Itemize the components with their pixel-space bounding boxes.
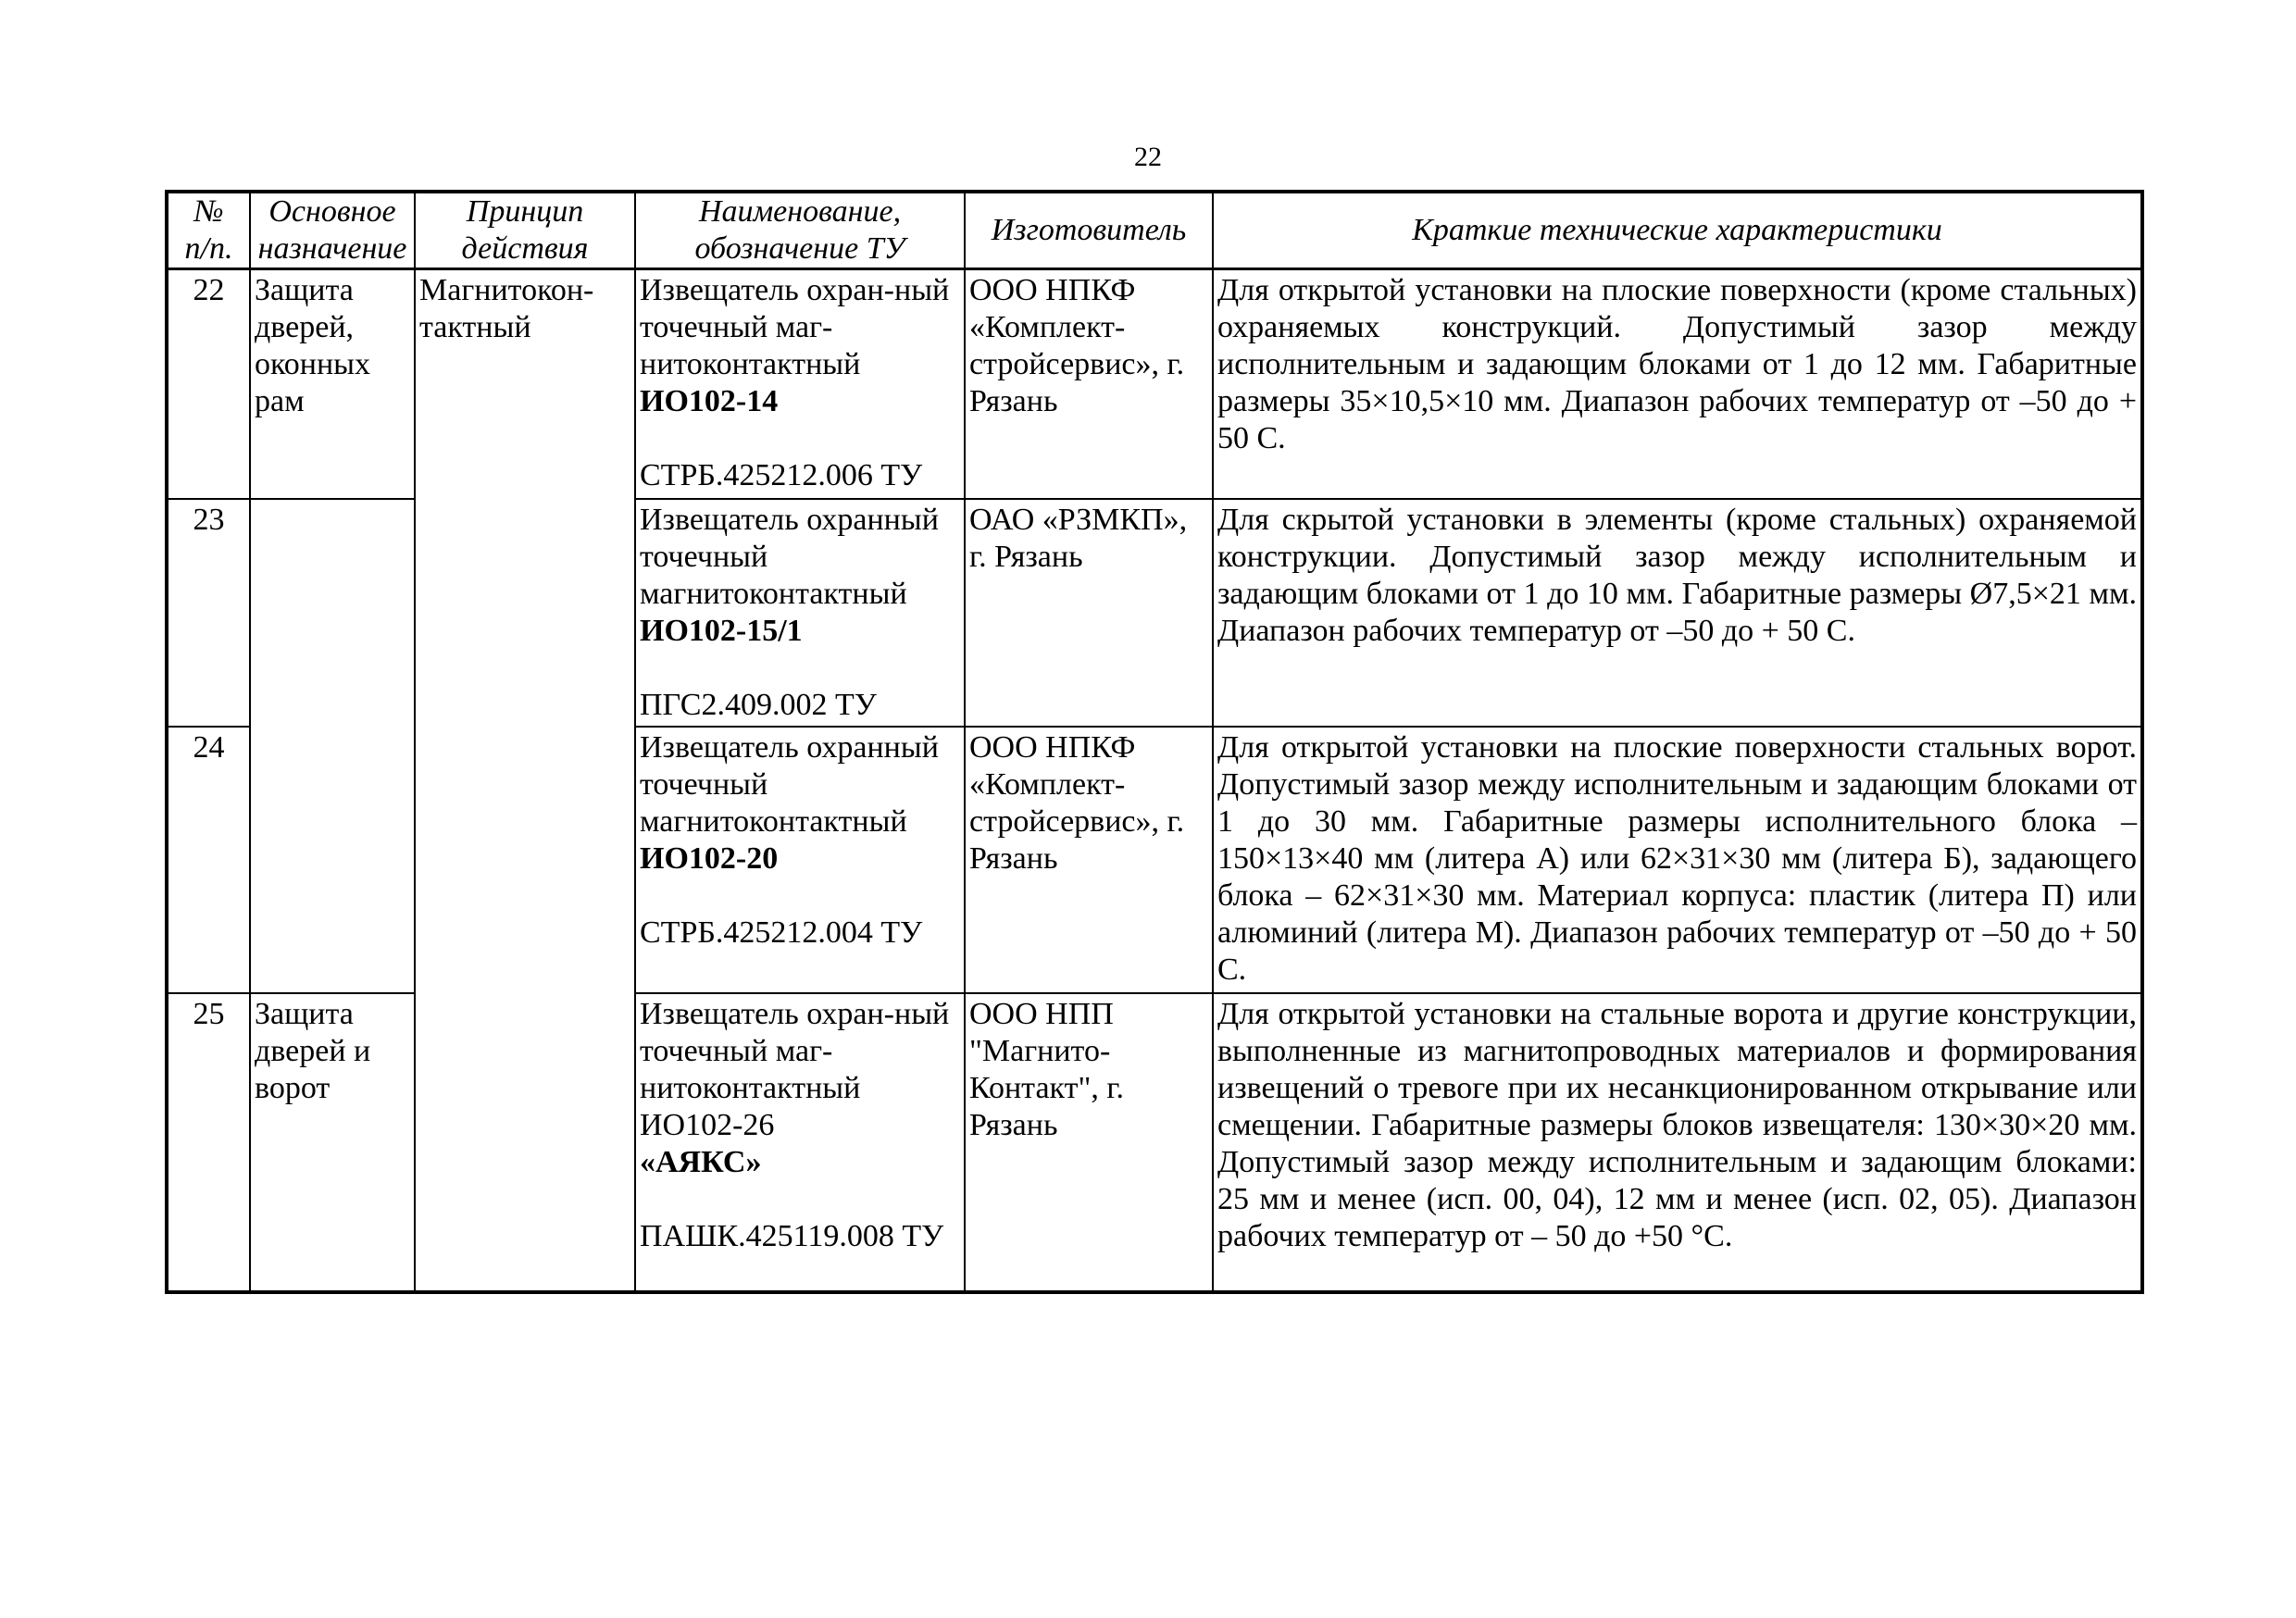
row-maker: ОАО «РЗМКП», г. Рязань xyxy=(965,499,1213,727)
detector-model: «АЯКС» xyxy=(640,1145,762,1179)
row-name xyxy=(635,993,965,1292)
detector-name: Извещатель охран-ный точечный маг-нитоконтактный xyxy=(640,273,950,381)
row-name xyxy=(635,727,965,993)
table-header-row xyxy=(167,192,2142,269)
detector-name: Извещатель охран-ный точечный маг-нитоконтактный ИО102-26 xyxy=(640,997,950,1142)
header-name-line2: обозначение ТУ xyxy=(694,231,905,266)
header-maker: Изготовитель xyxy=(965,192,1213,269)
tech-spec-code: ПАШК.425119.008 ТУ xyxy=(640,1219,944,1253)
row-number: 22 xyxy=(167,269,250,500)
row-purpose-empty xyxy=(250,499,415,993)
detector-model: ИО102-15/1 xyxy=(640,614,803,648)
header-principle-line1: Принцип xyxy=(466,194,584,229)
header-num xyxy=(167,192,250,269)
row-principle: Магнитокон-тактный xyxy=(415,269,635,1293)
row-characteristics: Для скрытой установки в элементы (кроме стальных) охраняемой конструкции. Допустимый зазор между исполнительным и задающим блоками от 1 до 10 мм. Габаритные размеры Ø7,5×21 мм. Диапазон рабочих температур от –50 до + 50 С. xyxy=(1213,499,2142,727)
header-num-line2: п/п. xyxy=(184,231,233,266)
header-name xyxy=(635,192,965,269)
header-purpose xyxy=(250,192,415,269)
row-purpose: Защита дверей и ворот xyxy=(250,993,415,1292)
detector-name: Извещатель охранный точечный магнитоконтактный xyxy=(640,730,939,839)
header-principle xyxy=(415,192,635,269)
table-row xyxy=(167,269,2142,500)
row-characteristics: Для открытой установки на плоские поверхности стальных ворот. Допустимый зазор между исполнительным и задающим блоками от 1 до 30 мм. Габаритные размеры исполнительного блока – 150×13×40 мм (литера А) или 62×31×30 мм (литера Б), задающего блока – 62×31×30 мм. Материал корпуса: пластик (литера П) или алюминий (литера М). Диапазон рабочих температур от –50 до + 50 С. xyxy=(1213,727,2142,993)
detector-name: Извещатель охранный точечный магнитоконтактный xyxy=(640,503,939,611)
header-specs: Краткие технические характеристики xyxy=(1213,192,2142,269)
row-maker: ООО НПКФ «Комплект-стройсервис», г. Рязань xyxy=(965,269,1213,500)
page-number: 22 xyxy=(1134,142,1162,172)
row-number: 24 xyxy=(167,727,250,993)
header-principle-line2: действия xyxy=(461,231,589,266)
detector-model: ИО102-20 xyxy=(640,841,779,876)
detectors-table xyxy=(165,190,2144,1294)
row-characteristics: Для открытой установки на стальные ворота и другие конструкции, выполненные из магнитопроводных материалов и формирования извещений о тревоге при их несанкционированном открывание или смещении. Габаритные размеры блоков извещателя: 130×30×20 мм. Допустимый зазор между исполнительным и задающим блоками: 25 мм и менее (исп. 00, 04), 12 мм и менее (исп. 02, 05). Диапазон рабочих температур от – 50 до +50 °С. xyxy=(1213,993,2142,1292)
row-maker: ООО НПП "Магнито-Контакт", г. Рязань xyxy=(965,993,1213,1292)
detector-model: ИО102-14 xyxy=(640,384,779,418)
header-purpose-line1: Основное xyxy=(268,194,396,229)
row-name xyxy=(635,499,965,727)
header-purpose-line2: назначение xyxy=(257,231,407,266)
header-num-line1: № xyxy=(193,194,224,229)
row-maker: ООО НПКФ «Комплект-стройсервис», г. Рязань xyxy=(965,727,1213,993)
row-purpose: Защита дверей, оконных рам xyxy=(250,269,415,500)
header-name-line1: Наименование, xyxy=(698,194,902,229)
row-name xyxy=(635,269,965,500)
row-number: 23 xyxy=(167,499,250,727)
tech-spec-code: СТРБ.425212.004 ТУ xyxy=(640,915,923,950)
row-characteristics: Для открытой установки на плоские поверхности (кроме стальных) охраняемых конструкций. Допустимый зазор между исполнительным и задающим блоками от 1 до 12 мм. Габаритные размеры 35×10,5×10 мм. Диапазон рабочих температур от –50 до + 50 С. xyxy=(1213,269,2142,500)
row-number: 25 xyxy=(167,993,250,1292)
tech-spec-code: СТРБ.425212.006 ТУ xyxy=(640,458,923,492)
tech-spec-code: ПГС2.409.002 ТУ xyxy=(640,688,877,722)
